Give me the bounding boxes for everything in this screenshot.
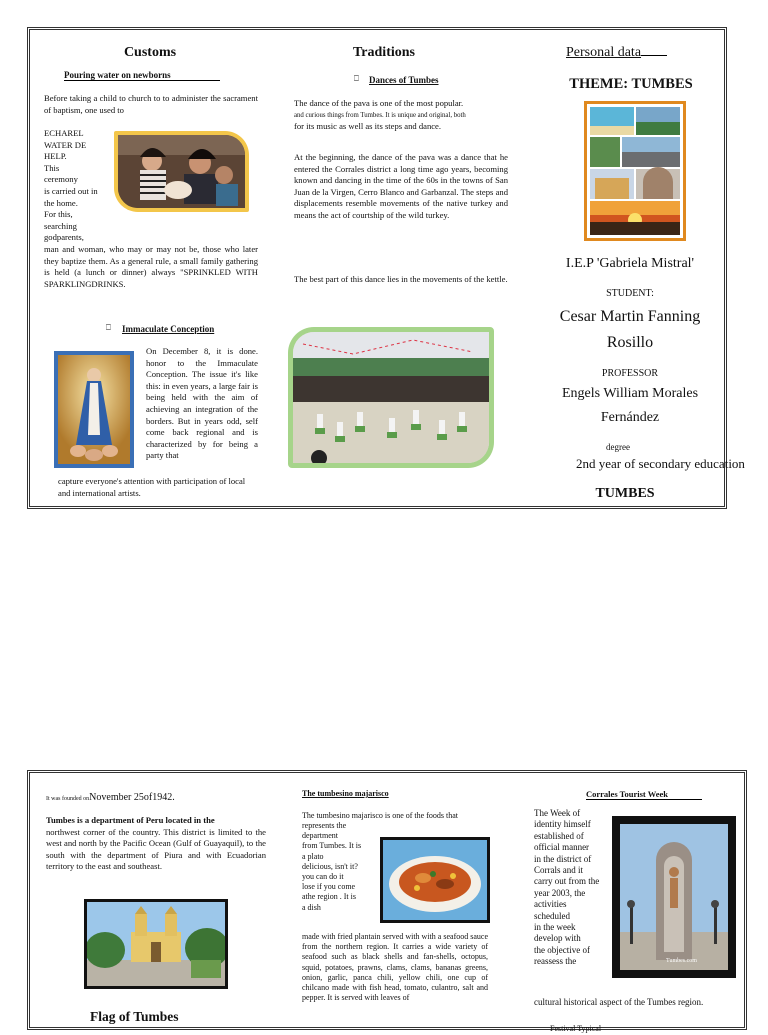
brochure-page-2 bbox=[27, 770, 747, 1033]
majarisco-text-rest: made with fried plantain served with with a seafood sauce from the northern region. It carries a wide variety of seafood such as black shells and fan-shells, octopus, squid, potatoes, prawns, clams, clams, bananas greens, onion, garlic, panca chili, yellow chili, one cup of chilcano made with fish head, tomato, culantro, salt and pepper. It is served with leaves of bbox=[302, 932, 488, 1003]
text-line: develop with bbox=[534, 933, 581, 944]
text-line: in the week bbox=[534, 922, 576, 933]
corrales-text-rest: cultural historical aspect of the Tumbes region. bbox=[534, 997, 704, 1007]
tumbes-description bbox=[46, 815, 266, 873]
text-line: searching bbox=[44, 220, 77, 231]
bullet-marker: ⎕ bbox=[354, 74, 359, 83]
degree-value: 2nd year of secondary education bbox=[576, 456, 745, 471]
immaculate-conception-image bbox=[54, 351, 134, 468]
student-name bbox=[540, 304, 720, 356]
immaculate-text: On December 8, it is done. honor to the Immaculate Conception. The issue it's like this: in even years, a large fair is being held with the aim of achieving an integration of the borders. But in years odd, self come back regional and is characterized by for being a party that bbox=[146, 346, 258, 461]
student-name-line: Cesar Martin Fanning bbox=[559, 308, 701, 325]
degree-label: degree bbox=[606, 442, 630, 452]
professor-name-line: Engels William Morales bbox=[561, 386, 699, 401]
text-line: you can do it bbox=[302, 872, 344, 882]
heading-underline bbox=[641, 55, 667, 56]
traditions-heading: Traditions bbox=[353, 45, 415, 60]
founded-label: It was founded on bbox=[46, 796, 90, 802]
majarisco-heading: The tumbesino majarisco bbox=[302, 789, 389, 798]
personal-heading bbox=[566, 45, 716, 61]
traditions-paragraph-3: The best part of this dance lies in the movements of the kettle. bbox=[294, 274, 508, 284]
text-line: a dish bbox=[302, 902, 321, 912]
founded-line bbox=[46, 787, 175, 805]
customs-heading: Customs bbox=[123, 45, 177, 60]
church-illustration bbox=[87, 902, 225, 986]
text-line: HELP. bbox=[44, 151, 67, 162]
majarisco-intro: The tumbesino majarisco is one of the foods that bbox=[302, 811, 458, 820]
flag-heading: Flag of Tumbes bbox=[90, 1009, 179, 1024]
baptism-illustration bbox=[118, 135, 245, 208]
school-name: I.E.P 'Gabriela Mistral' bbox=[565, 256, 695, 271]
corrales-heading: Corrales Tourist Week bbox=[586, 789, 702, 800]
baptism-photo bbox=[114, 131, 249, 212]
text-line: For this, bbox=[44, 209, 73, 220]
text-line: is carried out in bbox=[44, 185, 98, 196]
text-line: activities bbox=[534, 899, 567, 910]
professor-label: PROFESSOR bbox=[601, 368, 659, 379]
description-text: northwest corner of the country. This district is limited to the west and north by the Pacific Ocean (Gulf of Guayaquil), to the south with the department of Piura and with Ecuadorian territory to the east and southeast. bbox=[46, 826, 266, 872]
text-line: the home. bbox=[44, 197, 78, 208]
text-line: the objective of bbox=[534, 944, 590, 955]
text-line: established of bbox=[534, 830, 584, 841]
traditions-subheading: Dances of Tumbes bbox=[369, 75, 439, 85]
immaculate-heading: Immaculate Conception bbox=[122, 324, 215, 334]
text-line: for its music as well as its steps and dance. bbox=[294, 121, 442, 132]
personal-heading-text: Personal data bbox=[566, 45, 642, 60]
text-line: ECHAREL bbox=[44, 128, 84, 138]
brochure-page-1 bbox=[27, 27, 745, 509]
customs-paragraph-rest: man and woman, who may or may not be, those who later they baptize them. As a general rule, a small family gathering is held (a lunch or dinner) always "SPRINKLED WITH SPARKLINGDRINKS. bbox=[44, 244, 258, 289]
text-line: godparents, bbox=[44, 232, 84, 243]
text-line: department bbox=[302, 831, 338, 841]
customs-paragraph-intro: Before taking a child to church to to administer the sacrament of baptism, one used to bbox=[44, 93, 258, 115]
text-line: a plato bbox=[302, 851, 324, 861]
description-bold-line: Tumbes is a department of Peru located in the bbox=[46, 815, 215, 825]
dance-illustration bbox=[293, 332, 489, 463]
majarisco-photo bbox=[380, 837, 490, 923]
dance-photo bbox=[288, 327, 494, 468]
text-line: year 2003, the bbox=[534, 887, 586, 898]
text-line: identity himself bbox=[534, 819, 591, 830]
student-label: STUDENT: bbox=[606, 288, 654, 299]
text-line: Corrals and it bbox=[534, 865, 583, 876]
text-line: athe region . It is bbox=[302, 892, 356, 902]
festival-fragment: Festival Typical bbox=[550, 1024, 602, 1033]
watermark-text: Tumbes.com bbox=[666, 958, 697, 964]
text-line: scheduled bbox=[534, 910, 570, 921]
text-line: This bbox=[44, 162, 60, 173]
corrales-monument-photo bbox=[612, 816, 736, 978]
text-line: The dance of the pava is one of the most popular. bbox=[294, 98, 464, 108]
text-line: and curious things from Tumbes. It is unique and original, both bbox=[294, 111, 466, 119]
bullet-marker: ⎕ bbox=[106, 323, 111, 332]
traditions-paragraph-2: At the beginning, the dance of the pava was a dance that he entered the Corrales district a long time ago years, becoming known and dancing in the time of the 60s in the towns of San Juan de la Virgen, Cerro Blanco and Garbanzal. The steps and displacements resemble movements of the native turkey and means the act of courtship of the wild turkey. bbox=[294, 152, 508, 220]
city-label: TUMBES bbox=[595, 486, 655, 501]
professor-name-line: Fernández bbox=[600, 410, 660, 425]
tumbes-collage-illustration bbox=[587, 104, 683, 238]
church-photo bbox=[84, 899, 228, 989]
text-line: from Tumbes. It is bbox=[302, 841, 362, 851]
majarisco-illustration bbox=[383, 840, 487, 920]
majarisco-narrow-text bbox=[302, 821, 376, 913]
text-line: represents the bbox=[302, 821, 347, 830]
monument-illustration bbox=[616, 820, 732, 974]
text-line: ceremony bbox=[44, 174, 78, 185]
text-line: WATER DE bbox=[44, 139, 87, 150]
text-line: carry out from the bbox=[534, 876, 600, 887]
professor-name bbox=[536, 382, 724, 430]
text-line: reassess the bbox=[534, 956, 577, 967]
customs-subheading: Pouring water on newborns bbox=[64, 70, 220, 81]
founded-date: November 25of1942. bbox=[89, 792, 175, 803]
text-line: delicious, isn't it? bbox=[302, 861, 358, 871]
theme-title: THEME: TUMBES bbox=[569, 76, 693, 92]
text-line: in the district of bbox=[534, 853, 592, 864]
text-line: lose if you come bbox=[302, 882, 356, 892]
text-line: official manner bbox=[534, 842, 590, 853]
student-name-line: Rosillo bbox=[606, 334, 654, 351]
immaculate-text-rest: capture everyone's attention with participation of local and international artists. bbox=[58, 476, 246, 498]
traditions-paragraph-1 bbox=[294, 98, 508, 133]
customs-narrow-text bbox=[44, 128, 118, 244]
tumbes-collage-image bbox=[584, 101, 686, 241]
text-line: The Week of bbox=[534, 808, 581, 818]
virgin-mary-illustration bbox=[58, 355, 130, 464]
